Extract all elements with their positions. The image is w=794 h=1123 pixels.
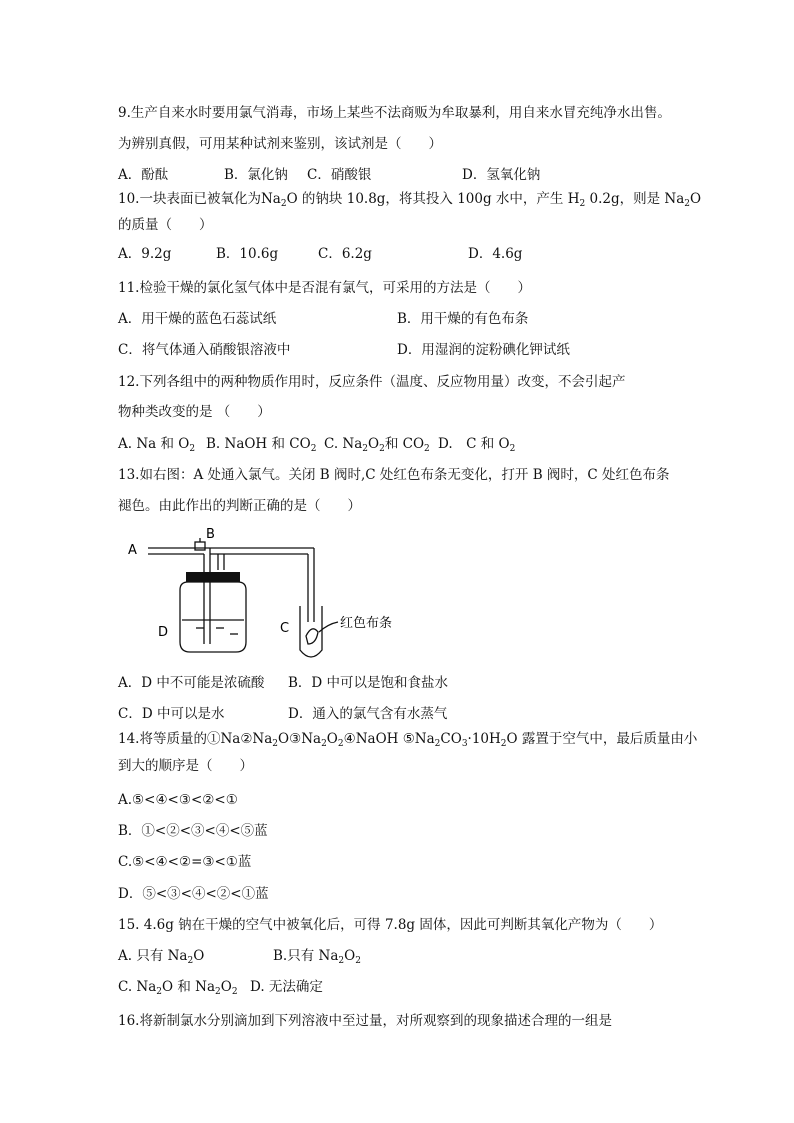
- q11-stem: 11.检验干燥的氯化氢气体中是否混有氯气，可采用的方法是（ ）: [118, 280, 531, 296]
- q10-stem-line1: 10.一块表面已被氧化为$Na_2O$ 的钠块 10.8g，将其投入 100g 水中，产生 $H_2$ 0.2g，则是 $Na_2O$: [118, 191, 702, 209]
- q11-option-a: A．用干燥的蓝色石蕊试纸: [118, 311, 277, 327]
- label-red-cloth: 红色布条: [340, 616, 393, 631]
- q9-option-d: D．氢氧化钠: [462, 167, 541, 183]
- q12-stem-line2: 物种类改变的是 （ ）: [118, 404, 271, 420]
- q15-option-b: B.只有 $Na_2O_2$: [273, 948, 361, 966]
- wash-bottle-d: [180, 582, 246, 652]
- q13-option-c: C．D 中可以是水: [118, 706, 225, 722]
- red-cloth-strip: [306, 629, 318, 644]
- q10-option-d: D．4.6g: [468, 246, 523, 262]
- q10-option-c: C．6.2g: [318, 246, 372, 262]
- q12-option-c: C. $Na_2O_2$和 $CO_2$: [324, 436, 430, 454]
- q13-apparatus-figure: [118, 524, 418, 664]
- q15-option-d: D. 无法确定: [250, 979, 323, 995]
- label-c: C: [280, 621, 290, 636]
- bottle-stopper: [186, 572, 240, 582]
- q13-stem-line2: 褪色。由此作出的判断正确的是（ ）: [118, 498, 361, 514]
- q12-option-b: B. NaOH 和 $CO_2$: [206, 436, 317, 454]
- q14-option-c: C.⑤<④<②=③<①蓝: [118, 854, 252, 870]
- q13-option-b: B．D 中可以是饱和食盐水: [288, 675, 449, 691]
- label-a: A: [128, 543, 137, 558]
- q12-option-a: A. Na 和 $O_2$: [118, 436, 196, 454]
- valve-b: [195, 542, 205, 550]
- q12-stem-line1: 12.下列各组中的两种物质作用时，反应条件（温度、反应物用量）改变，不会引起产: [118, 374, 626, 390]
- label-b: B: [206, 527, 215, 542]
- q14-option-a: A.⑤<④<③<②<①: [118, 792, 238, 808]
- q15-stem: 15. 4.6g 钠在干燥的空气中被氧化后，可得 7.8g 固体，因此可判断其氧化产物为（ ）: [118, 917, 663, 933]
- q9-option-a: A．酚酞: [118, 167, 169, 183]
- q9-stem-line2: 为辨别真假，可用某种试剂来鉴别，该试剂是（ ）: [118, 136, 442, 152]
- q13-option-d: D．通入的氯气含有水蒸气: [288, 706, 448, 722]
- label-d: D: [158, 625, 169, 640]
- q14-stem-line2: 到大的顺序是（ ）: [118, 758, 253, 774]
- q10-stem-line2: 的质量（ ）: [118, 217, 213, 233]
- q9-option-c: C．硝酸银: [307, 167, 372, 183]
- q11-option-c: C．将气体通入硝酸银溶液中: [118, 342, 291, 358]
- q14-option-d: D．⑤<③<④<②<①蓝: [118, 886, 269, 902]
- q10-option-b: B．10.6g: [216, 246, 279, 262]
- q11-option-d: D．用湿润的淀粉碘化钾试纸: [397, 342, 570, 358]
- q15-option-a: A. 只有 $Na_2O$: [118, 948, 205, 966]
- q16-stem: 16.将新制氯水分别滴加到下列溶液中至过量，对所观察到的现象描述合理的一组是: [118, 1013, 612, 1029]
- q13-stem-line1: 13.如右图：A 处通入氯气。关闭 B 阀时,C 处红色布条无变化，打开 B 阀时，C 处红色布条: [118, 467, 670, 483]
- q11-option-b: B．用干燥的有色布条: [397, 311, 529, 327]
- q14-stem-line1: 14.将等质量的$①Na②Na_2O③Na_2O_2④NaOH$ $⑤Na_2CO_3\cdot 10H_2O$ 露置于空气中，最后质量由小: [118, 731, 698, 749]
- q14-option-b: B．①<②<③<④<⑤蓝: [118, 823, 268, 839]
- q12-option-d: D. C 和 $O_2$: [438, 436, 516, 454]
- q9-option-b: B．氯化钠: [224, 167, 288, 183]
- q9-stem-line1: 9.生产自来水时要用氯气消毒，市场上某些不法商贩为牟取暴利，用自来水冒充纯净水出售。: [118, 105, 671, 121]
- q15-option-c: C. $Na_2O$ 和 $Na_2O_2$: [118, 979, 238, 997]
- q13-option-a: A．D 中不可能是浓硫酸: [118, 675, 265, 691]
- q10-option-a: A．9.2g: [118, 246, 172, 262]
